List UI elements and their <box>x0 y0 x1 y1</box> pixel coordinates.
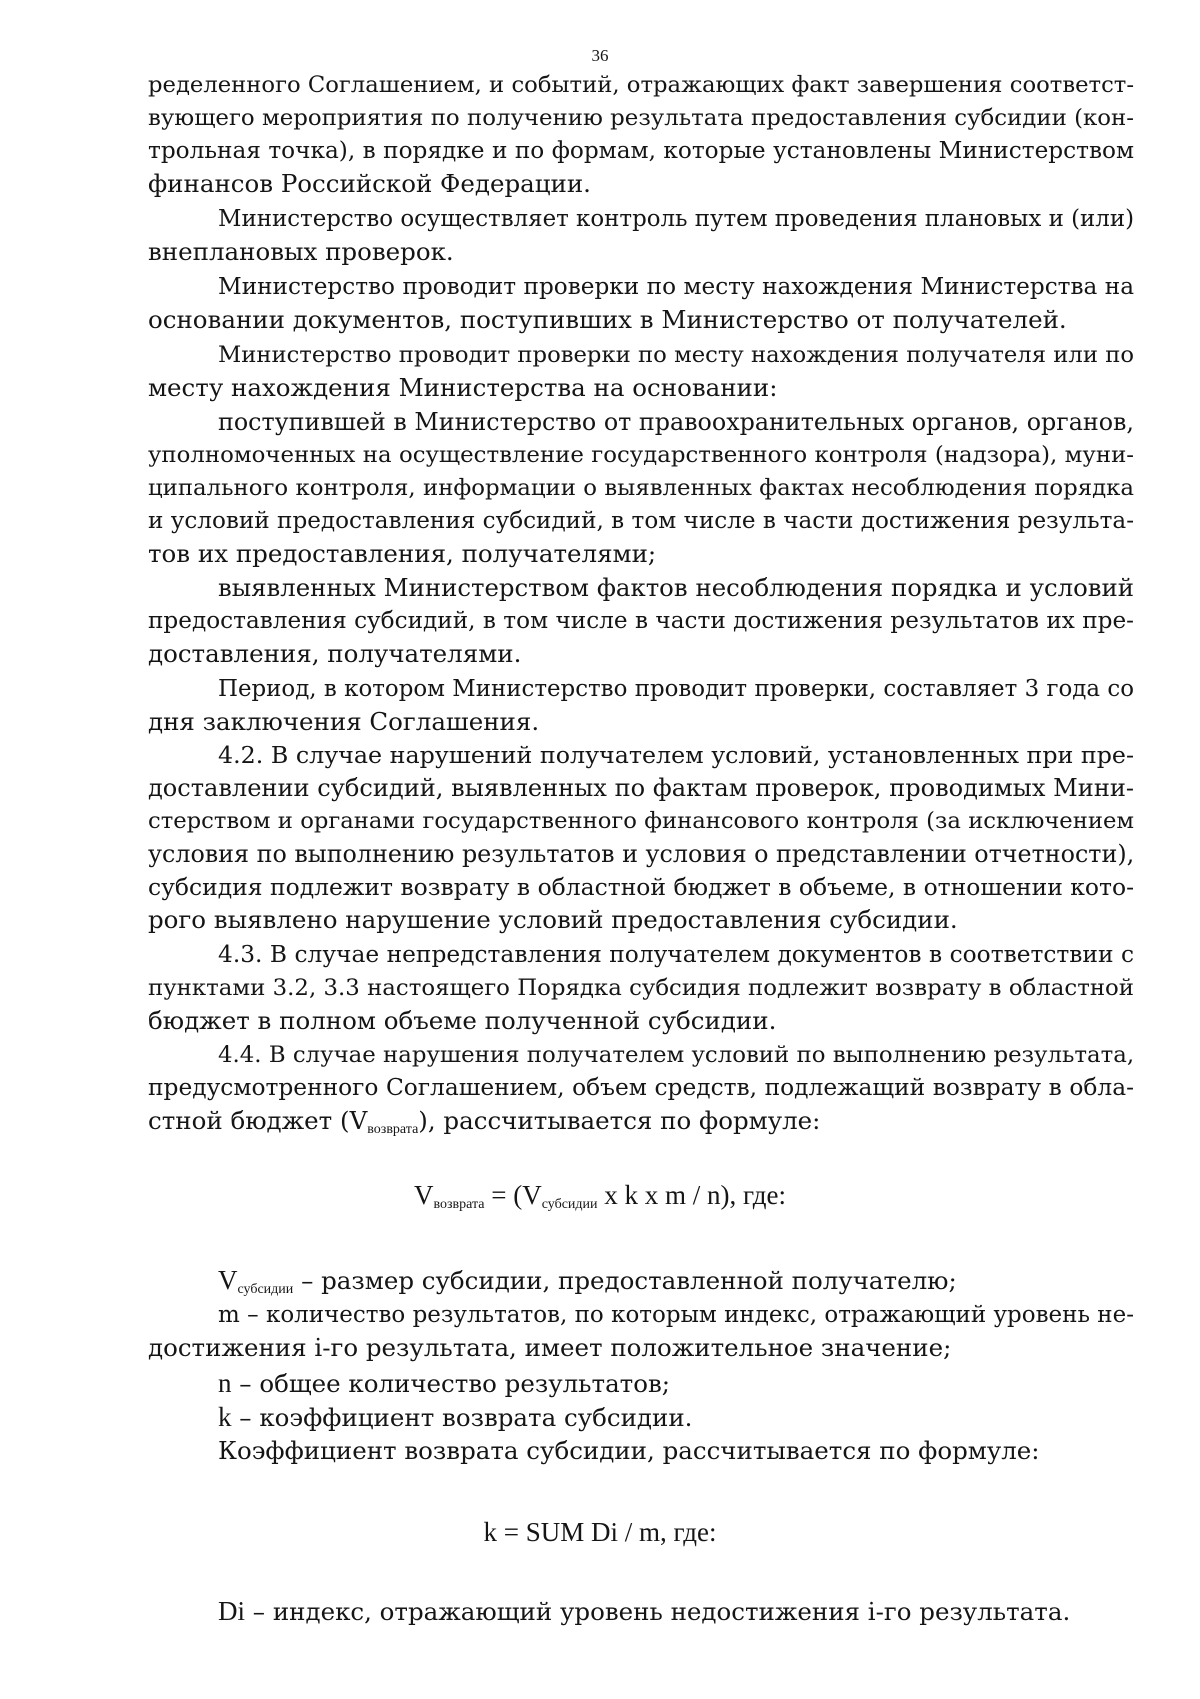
paragraph-line: Министерство осуществляет контроль путем проведения плановых и (или) <box>218 206 1135 232</box>
paragraph-line: бюджет в полном объеме полученной субсидии. <box>148 1006 777 1035</box>
paragraph-line: предусмотренного Соглашением, объем средств, подлежащий возврату в обла- <box>148 1074 1134 1101</box>
v-return-subscript: возврата <box>367 1122 419 1137</box>
paragraph-line: Министерство проводит проверки по месту нахождения Министерства на <box>218 274 1134 300</box>
definition-m: m – количество результатов, по которым индекс, отражающий уровень не- <box>218 1302 1134 1328</box>
definition-n: n – общее количество результатов; <box>218 1368 671 1398</box>
paragraph-line: основании документов, поступивших в Министерство от получателей. <box>148 305 1067 334</box>
definition-m-cont: достижения i-го результата, имеет положительное значение; <box>148 1333 952 1362</box>
paragraph-line: 4.3. В случае непредставления получателем документов в соответствии с <box>218 941 1134 968</box>
paragraph-line: уполномоченных на осуществление государственного контроля (надзора), муни- <box>148 442 1134 468</box>
formula-v-return: $V_{возврата} = (V_{субсидии}$ x k x m / n), где: <box>414 1180 786 1212</box>
paragraph-line: 4.4. В случае нарушения получателем условий по выполнению результата, <box>218 1042 1135 1068</box>
page-number: 36 <box>591 46 609 65</box>
coefficient-line: Коэффициент возврата субсидии, рассчитывается по формуле: <box>218 1436 1040 1465</box>
paragraph-line <box>148 1104 1134 1138</box>
paragraph-line: внеплановых проверок. <box>148 237 454 266</box>
paragraph-line: ципального контроля, информации о выявленных фактах несоблюдения порядка <box>148 475 1134 501</box>
paragraph-line: предоставления субсидий, в том числе в части достижения результатов их пре- <box>148 608 1134 634</box>
paragraph-line: трольная точка), в порядке и по формам, которые установлены Министерством <box>148 137 1134 164</box>
paragraph-line: пунктами 3.2, 3.3 настоящего Порядка субсидия подлежит возврату в областной <box>148 975 1134 1001</box>
paragraph-line: дня заключения Соглашения. <box>148 707 540 736</box>
definition-di: Di – индекс, отражающий уровень недостижения i-го результата. <box>218 1596 1071 1626</box>
paragraph-line: 4.2. В случае нарушений получателем условий, установленных при пре- <box>218 741 1134 769</box>
paragraph-line: доставления, получателями. <box>148 639 522 668</box>
paragraph-line: Период, в котором Министерство проводит проверки, составляет 3 года со <box>218 676 1134 702</box>
paragraph-line: поступившей в Министерство от правоохранительных органов, органов, <box>218 408 1134 436</box>
line-v-suffix: ), рассчитывается по формуле: <box>418 1106 821 1135</box>
formula-k: k = SUM Di / m, где: <box>483 1517 717 1547</box>
paragraph-line: тов их предоставления, получателями; <box>148 539 657 568</box>
paragraph-line: Министерство проводит проверки по месту нахождения получателя или по <box>218 342 1134 368</box>
paragraph-line: доставлении субсидий, выявленных по фактам проверок, проводимых Мини- <box>148 774 1134 802</box>
paragraph-line: субсидия подлежит возврату в областной бюджет в объеме, в отношении кото- <box>148 873 1134 901</box>
definition-k: k – коэффициент возврата субсидии. <box>218 1402 693 1432</box>
line-v-prefix: стной бюджет (V <box>148 1106 368 1135</box>
paragraph-line: условия по выполнению результатов и условия о представлении отчетности), <box>148 840 1135 868</box>
paragraph-line: выявленных Министерством фактов несоблюдения порядка и условий <box>218 573 1134 602</box>
paragraph-line: финансов Российской Федерации. <box>148 169 591 198</box>
paragraph-line: вующего мероприятия по получению результата предоставления субсидии (кон- <box>148 105 1134 131</box>
paragraph-line: рого выявлено нарушение условий предоставления субсидии. <box>148 905 958 934</box>
paragraph-line: стерством и органами государственного финансового контроля (за исключением <box>148 808 1134 834</box>
paragraph-line: ределенного Соглашением, и событий, отражающих факт завершения соответст- <box>148 72 1134 98</box>
definition-v-subsidy: $V_{субсидии}$ – размер субсидии, предоставленной получателю; <box>218 1265 957 1297</box>
paragraph-line: и условий предоставления субсидий, в том числе в части достижения результа- <box>148 508 1135 534</box>
paragraph-line: месту нахождения Министерства на основании: <box>148 373 778 402</box>
